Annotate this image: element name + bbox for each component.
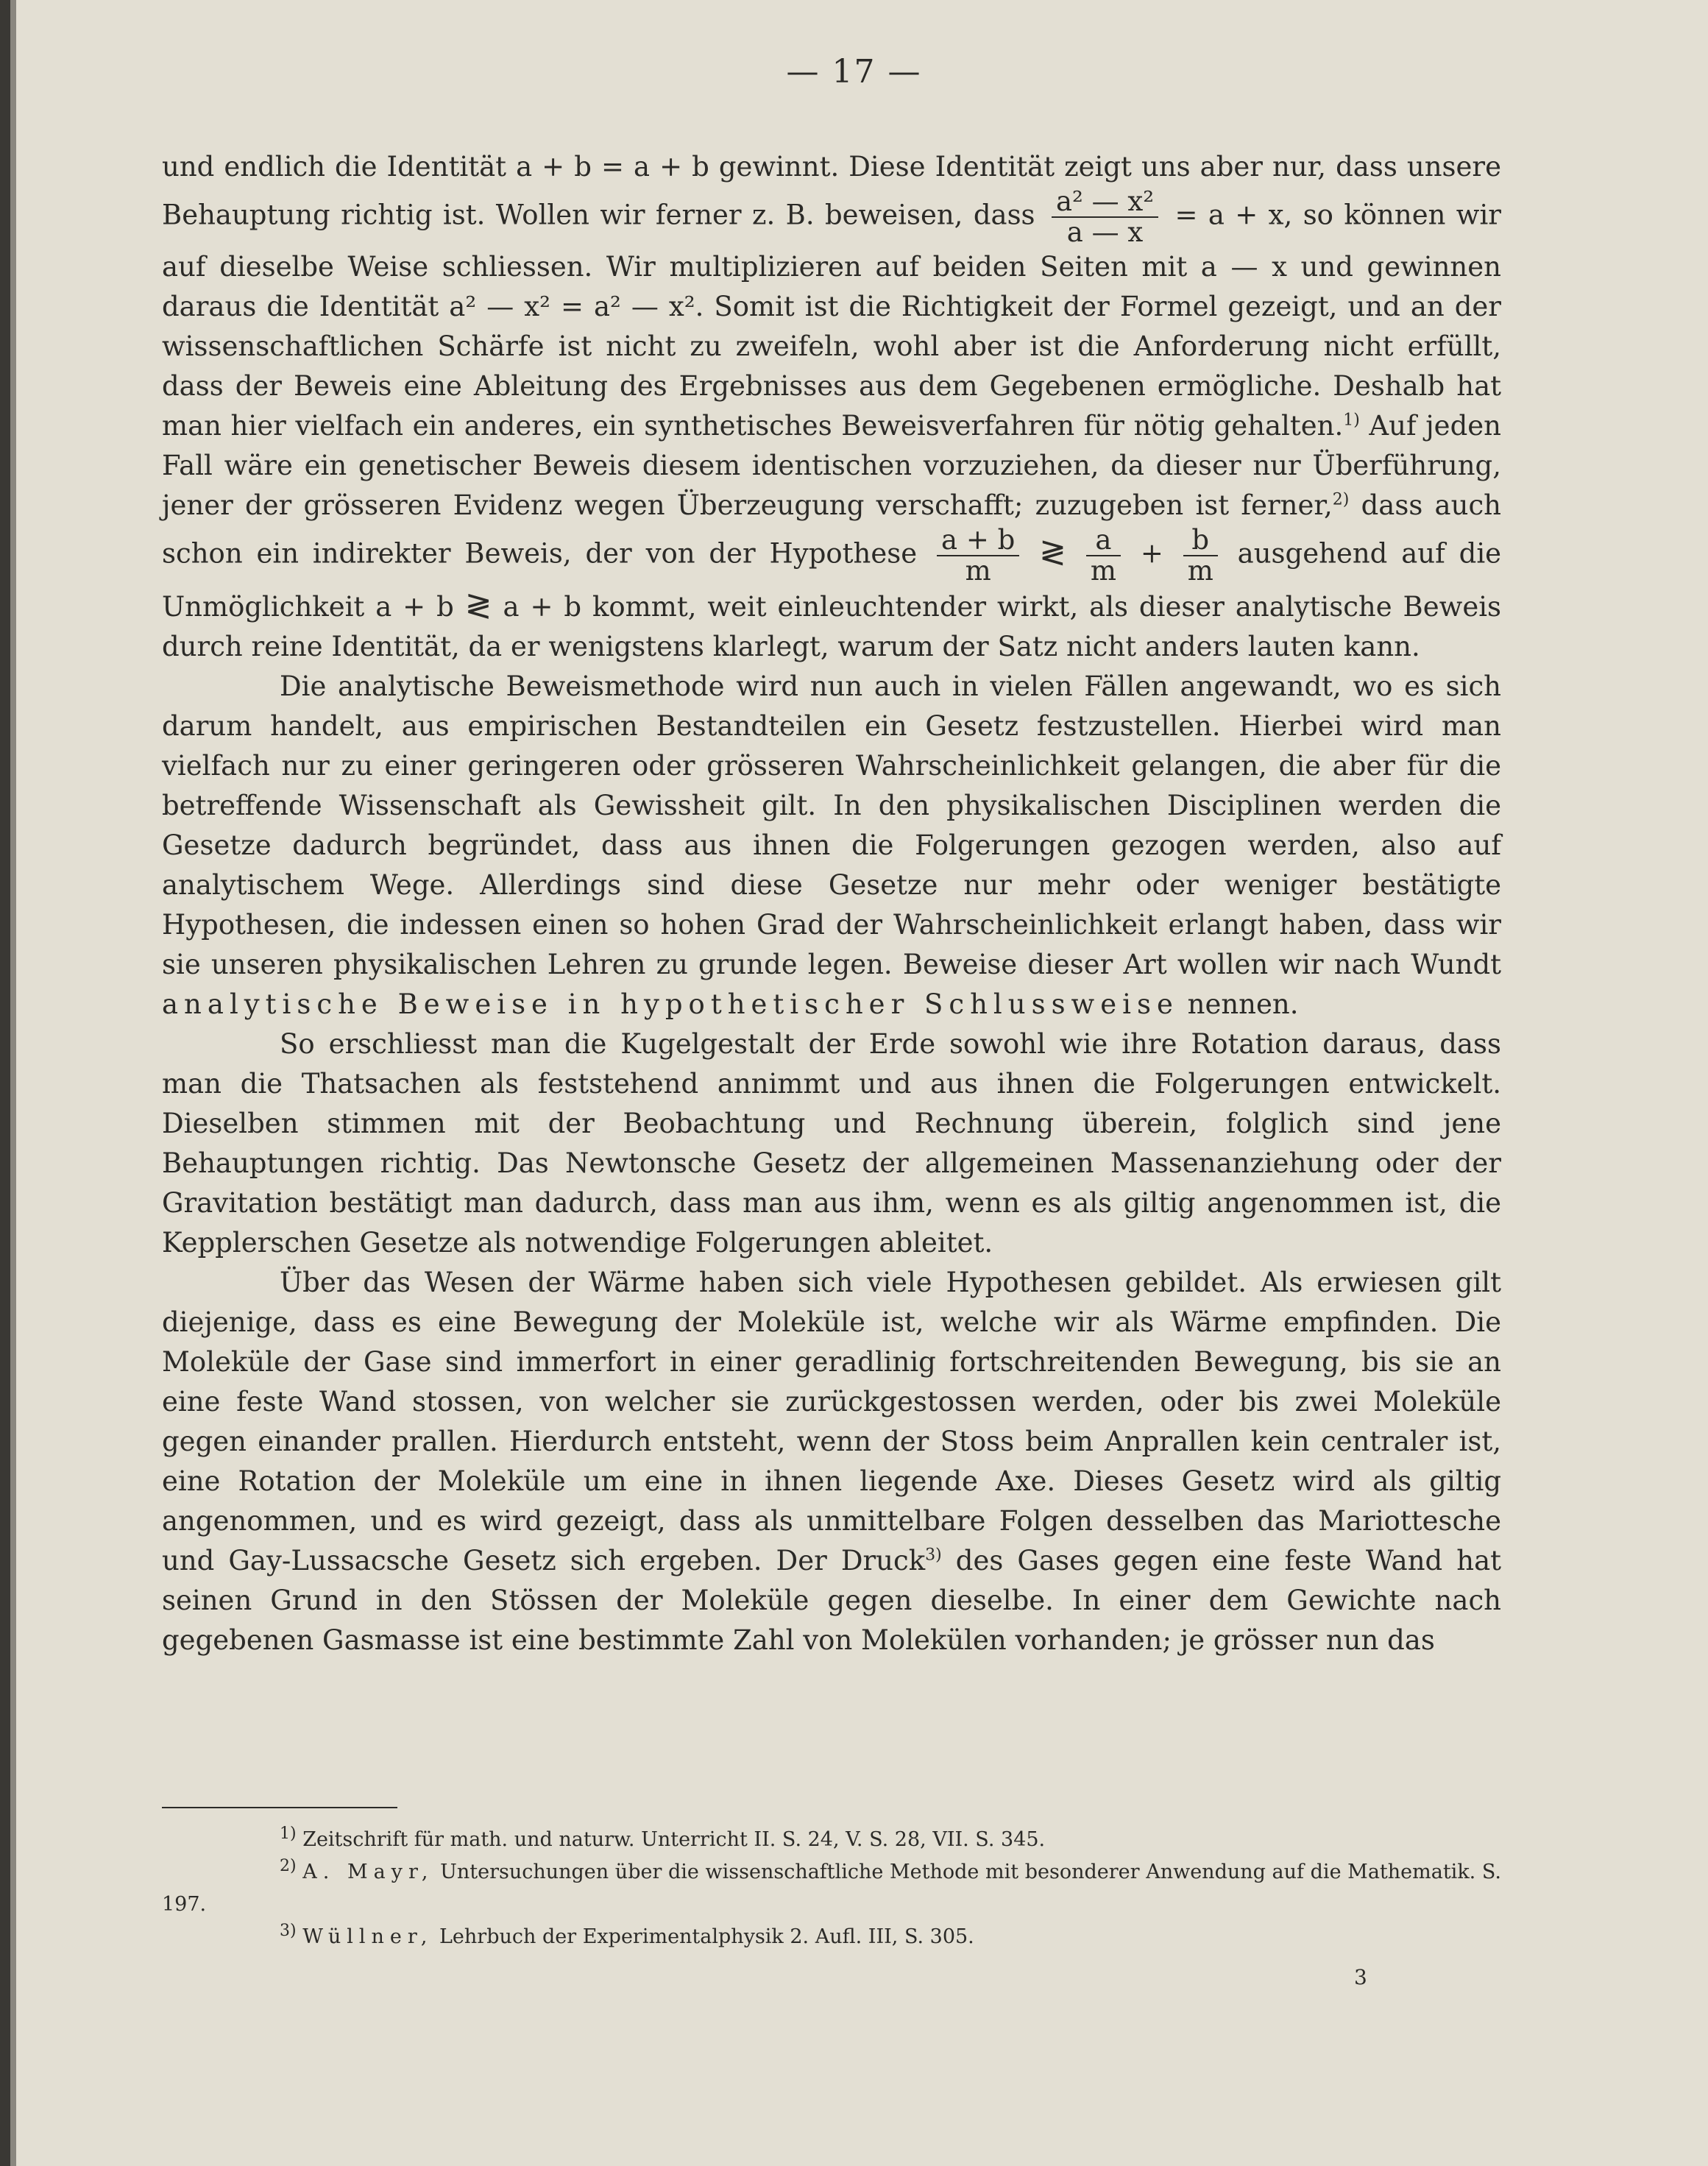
signature-mark: 3 (1354, 1965, 1367, 1989)
relation-symbol: ≷ (1039, 533, 1067, 571)
fraction-b-over-m: $\frac{b}{m}$ (1183, 525, 1218, 586)
paragraph-1: und endlich die Identität a + b = a + b gewinnt. Diese Identität zeigt uns aber nur, dass unsere Behauptung richtig ist. Wollen wir ferner z. B. beweisen, dass $\frac{\text{a² — x²}}{a — x}$ = a + x, so können wir auf dieselbe Weise schliessen. Wir multiplizieren auf beiden Seiten mit a — x und gewinnen daraus die Identität a² — x² = a² — x². Somit ist die Richtigkeit der Formel gezeigt, und an der wissenschaftlichen Schärfe ist nicht zu zweifeln, wohl aber ist die Anforderung nicht erfüllt, dass der Beweis eine Ableitung des Ergebnisses aus dem Gegebenen ermögliche. Deshalb hat man hier vielfach ein anderes, ein synthetisches Beweisverfahren für nötig gehalten.$^{1)}$ Auf jeden Fall wäre ein genetischer Beweis diesem identischen vorzuziehen, da dieser nur Überführung, jener der grösseren Evidenz wegen Überzeugung verschafft; zuzugeben ist ferner,$^{2)}$ dass auch schon ein indirekter Beweis, der von der Hypothese $\frac{a + b}{m}$ ≷ $\frac{a}{m}$ + $\frac{b}{m}$ ausgehend auf die Unmöglichkeit a + b ≷ a + b kommt, weit einleuchtender wirkt, als dieser analytische Beweis durch reine Identität, da er wenigstens klarlegt, warum der Satz nicht anders lauten kann. (162, 151, 1502, 662)
paragraph-3: So erschliesst man die Kugelgestalt der Erde sowohl wie ihre Rotation daraus, dass man die Thatsachen als feststehend annimmt und aus ihnen die Folgerungen entwickelt. Dieselben stimmen mit der Beobachtung und Rechnung überein, folglich sind jene Behauptungen richtig. Das Newtonsche Gesetz der allgemeinen Massenanziehung oder der Gravitation bestätigt man dadurch, dass man aus ihm, wenn es als giltig angenommen ist, die Kepplerschen Gesetze als notwendige Folgerungen ableitet. (162, 1028, 1501, 1259)
paragraph-2: Die analytische Beweismethode wird nun auch in vielen Fällen angewandt, wo es sich darum handelt, aus empirischen Bestandteilen ein Gesetz festzustellen. Hierbei wird man vielfach nur zu einer geringeren oder grösseren Wahrscheinlichkeit gelangen, die aber für die betreffende Wissenschaft als Gewissheit gilt. In den physikalischen Disciplinen werden die Gesetze dadurch begründet, dass aus ihnen die Folgerungen gezogen werden, also auf analytischem Wege. Allerdings sind diese Gesetze nur mehr oder weniger bestätigte Hypothesen, die indessen einen so hohen Grad der Wahrscheinlichkeit erlangt haben, dass wir sie unseren physikalischen Lehren zu grunde legen. Beweise dieser Art wollen wir nach Wundt analytische Beweise in hypothetischer Schlussweise nennen. (162, 670, 1501, 1020)
footnote-3: $^{3)}$ Wüllner, Lehrbuch der Experimentalphysik 2. Aufl. III, S. 305. (280, 1922, 974, 1948)
emphasized-term: analytische Beweise in hypothetischer Schlussweise (162, 988, 1179, 1020)
footnote-2: $^{2)}$ A. Mayr, Untersuchungen über die wissenschaftliche Methode mit besonderer Anwendung auf die Mathematik. S. 197. (162, 1857, 1502, 1916)
main-text (162, 147, 1501, 1660)
footnote-ref-3: 3) (925, 1546, 942, 1565)
paragraph-4: Über das Wesen der Wärme haben sich viele Hypothesen gebildet. Als erwiesen gilt diejenige, dass es eine Bewegung der Moleküle ist, welche wir als Wärme empfinden. Die Moleküle der Gase sind immerfort in einer geradlinig fortschreitenden Bewegung, bis sie an eine feste Wand stossen, von welcher sie zurückgestossen werden, oder bis zwei Moleküle gegen einander prallen. Hierdurch entsteht, wenn der Stoss beim Anprallen kein centraler ist, eine Rotation der Moleküle um eine in ihnen liegende Axe. Dieses Gesetz wird als giltig angenommen, und es wird gezeigt, dass als unmittelbare Folgen desselben das Mariottesche und Gay-Lussacsche Gesetz sich ergeben. Der Druck$^{3)}$ des Gases gegen eine feste Wand hat seinen Grund in den Stössen der Moleküle gegen dieselbe. In einer dem Gewichte nach gegebenen Gasmasse ist eine bestimmte Zahl von Molekülen vorhanden; je grösser nun das (162, 1267, 1502, 1656)
footnote-ref-1: 1) (1343, 411, 1360, 430)
footnotes (162, 1824, 1501, 1953)
footnote-1: $^{1)}$ Zeitschrift für math. und naturw. Unterricht II. S. 24, V. S. 28, VII. S. 345. (280, 1825, 1046, 1851)
fraction-a-plus-b-over-m: $\frac{a + b}{m}$ (937, 525, 1019, 586)
relation-symbol: ≷ (464, 587, 492, 624)
footnote-separator (162, 1807, 397, 1808)
fraction-a2-x2-over-a-x: $\frac{\text{a² — x²}}{a — x}$ (1052, 187, 1158, 247)
footnote-ref-2: 2) (1332, 490, 1350, 509)
page-number: — 17 — (786, 53, 922, 91)
fraction-a-over-m: $\frac{a}{m}$ (1086, 525, 1121, 586)
